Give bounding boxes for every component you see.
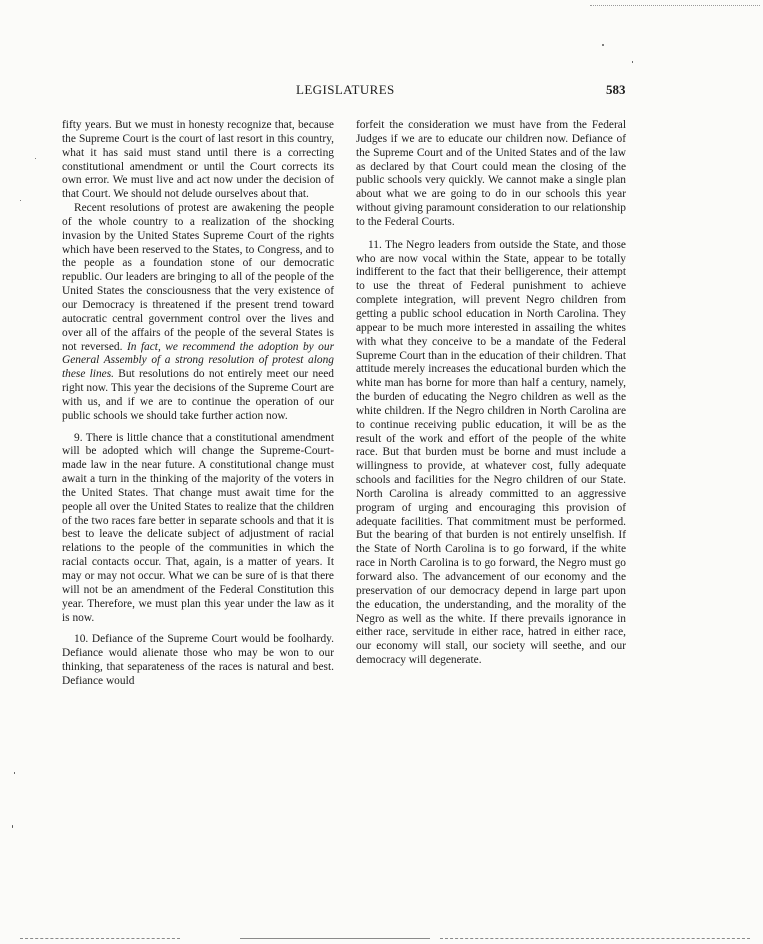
- page-number: 583: [606, 82, 626, 97]
- running-head: LEGISLATURES: [296, 82, 395, 97]
- paragraph-text: But resolutions do not entirely meet our need right now. This year the decisions of the Supreme Court are with us, and if we are to continue the operation of our public schools we should take further action now.: [62, 368, 334, 422]
- scan-speck: [14, 772, 15, 774]
- scan-speck: [12, 825, 13, 828]
- paragraph: forfeit the consideration we must have from the Federal Judges if we are to educate our children now. Defiance of the Supreme Court and of the United States and of the law as declared by that Court could mean the closing of the public schools very quickly. We cannot make a single plan about what we are going to do in our schools this year without giving paramount consideration to our relationship to the Federal Courts.: [356, 119, 626, 228]
- scan-speck: [602, 44, 604, 46]
- paragraph-item-9: 9. There is little chance that a constitutional amendment will be adopted which will change the Supreme-Court-made law in the near future. A constitutional change must await a turn in the thinking of the majority of the voters in the United States. That change must await time for the people all over the United States to realize that the children of the two races fare better in separate schools and that it is best to leave the delicate subject of adjustment of racial relations to the people of the communities in which the racial contacts occur. That, again, is a matter of years. It may or may not occur. What we can be sure of is that there will not be an amendment of the Federal Constitution this year. Therefore, we must plan this year under the law as it is now.: [62, 431, 334, 624]
- scan-speck: [632, 61, 633, 63]
- scan-speck: [35, 158, 36, 159]
- top-edge-dots: [590, 5, 760, 6]
- paragraph-item-10: 10. Defiance of the Supreme Court would be foolhardy. Defiance would alienate those who may be won to our thinking, that separateness of the races is natural and best. Defiance would: [62, 633, 334, 687]
- paragraph: fifty years. But we must in honesty recognize that, because the Supreme Court is the court of last resort in this country, what it has said must stand until there is a correcting constitutional amendment or until the Court corrects its own error. We must live and act now under the decision of that Court. We should not delude ourselves about that.: [62, 119, 334, 201]
- bottom-edge-rule: [20, 938, 180, 939]
- left-column: [62, 119, 334, 689]
- paragraph: [62, 202, 334, 424]
- right-column: [356, 119, 626, 668]
- page-header: [0, 82, 763, 100]
- bottom-edge-rule: [240, 938, 430, 939]
- paragraph-text: Recent resolutions of protest are awakening the people of the whole country to a realization of the shocking invasion by the United States Supreme Court of the rights which have been reserved to the States, to Congress, and to the people as a foundation stone of our democratic republic. Our leaders are bringing to all of the people of the United States the consciousness that the very existence of our Democracy is threatened if the present trend toward autocratic central government control over the lives and over all of the affairs of the people of the several States is not reversed.: [62, 202, 334, 353]
- italic-recommendation: In fact, we recommend the adoption by our General Assembly of a strong resolution of protest along these lines.: [62, 340, 334, 381]
- scan-speck: [20, 200, 21, 201]
- bottom-edge-rule: [440, 938, 750, 939]
- paragraph-item-11: 11. The Negro leaders from outside the State, and those who are now vocal within the State, appear to be totally indifferent to the fact that their belligerence, their attempt to use the threat of Federal punishment to achieve complete integration, will prevent Negro children from getting a public school education in North Carolina. They appear to be much more interested in assailing the whites with what they conceive to be a mandate of the Federal Supreme Court than in the education of their children. That attitude merely increases the educational burden which the white man has borne for more than half a century, namely, the burden of educating the Negro children as well as the white children. If the Negro children in North Carolina are to continue receiving public education, it will be as the result of the work and effort of the people of the white race. But that burden must be borne and must include a willingness to provide, at whatever cost, fully adequate schools and facilities for the Negro children of our State. North Carolina is already committed to an aggressive program of urging and encouraging this provision of adequate facilities. That commitment must be performed. But the bearing of that burden is not entirely unselfish. If the State of North Carolina is to go forward, if the white race in North Carolina is to go forward, the Negro must go forward also. The advancement of our economy and the preservation of our democracy depend in large part upon the education, the understanding, and the morality of the Negro as well as the white. If there prevails ignorance in either race, servitude in either race, hatred in either race, our economy will stall, our society will seethe, and our democracy will degenerate.: [356, 238, 626, 667]
